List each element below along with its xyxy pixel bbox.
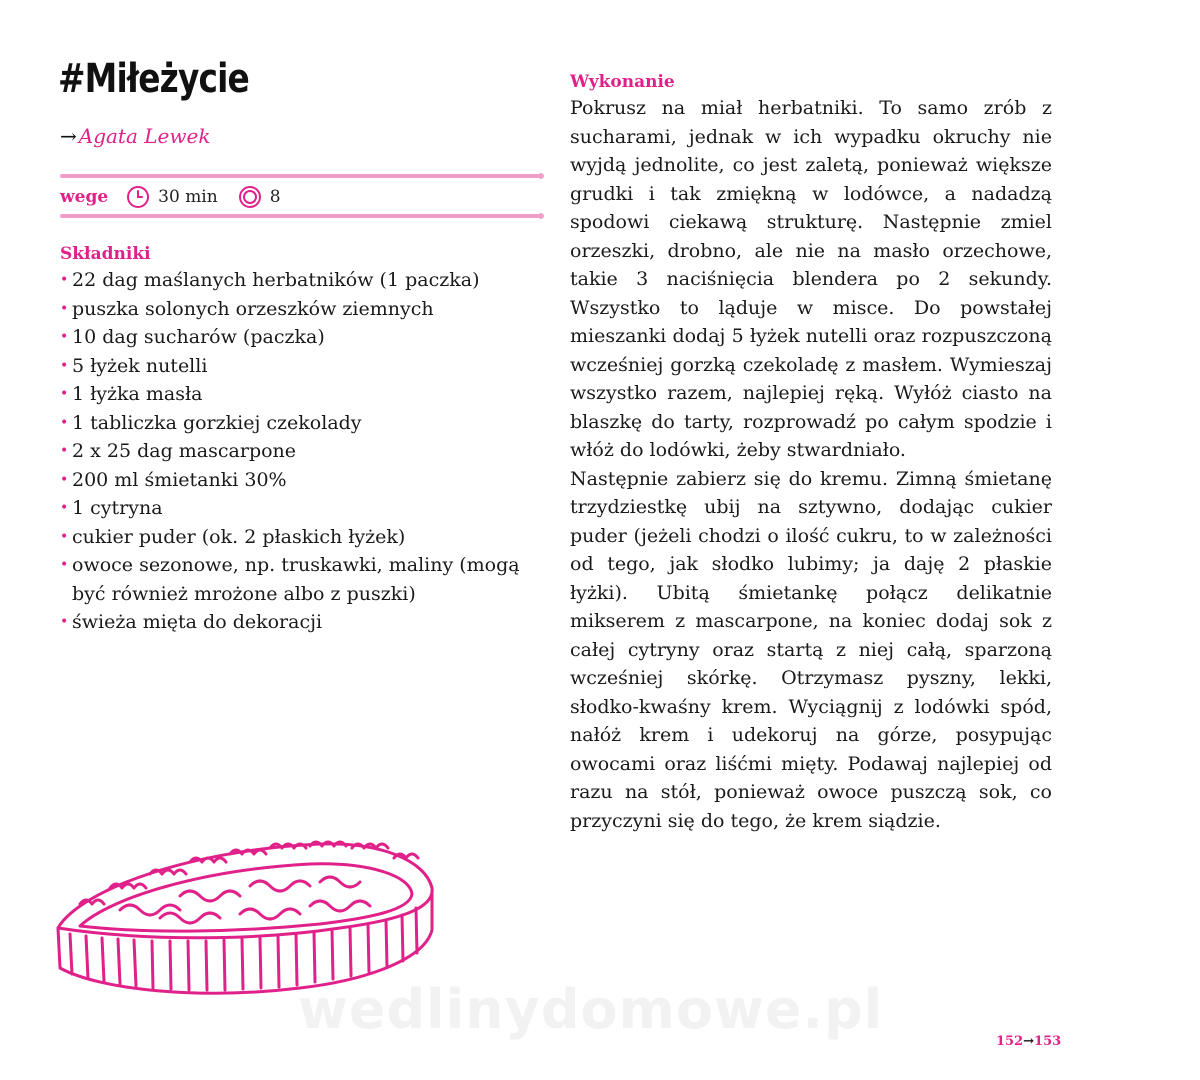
ingredient-item: • 5 łyżek nutelli <box>60 352 550 381</box>
recipe-title: #Miłeżycie <box>58 56 249 102</box>
ingredients-list <box>60 266 550 637</box>
author-line <box>60 124 210 148</box>
ingredient-item: • cukier puder (ok. 2 płaskich łyżek) <box>60 523 550 552</box>
author-name: Agata Lewek <box>78 124 211 148</box>
page-right: 153 <box>1034 1034 1062 1049</box>
page-numbers <box>996 1034 1061 1049</box>
prep-time: 30 min <box>158 187 218 207</box>
method-paragraph: Następnie zabierz się do kremu. Zimną śmietanę trzydziestkę ubij na sztywno, dodając cukier puder (jeżeli chodzi o ilość cukru, to w zależności od tego, jak słodko lubimy; ja daję 2 płaskie łyżki). Ubitą śmietankę połącz delikatnie mikserem z mascarpone, na koniec dodaj sok z całej cytryny oraz startą z niej całą, sparzoną wcześniej skórkę. Otrzymasz pyszny, lekki, słodko-kwaśny krem. Wyciągnij z lodówki spód, nałóż krem i udekoruj na górze, posypując owocami oraz liśćmi mięty. Podawaj najlepiej od razu na stół, ponieważ owoce puszczą sok, co przyczyni się do tego, że krem siądzie. <box>570 467 1052 832</box>
bottom-divider <box>60 214 540 218</box>
diet-tag: wege <box>60 187 109 207</box>
method-text <box>570 94 1052 835</box>
watermark: wedlinydomowe.pl <box>298 978 884 1041</box>
ingredients-heading: Składniki <box>60 244 151 264</box>
ingredient-item: • świeża mięta do dekoracji <box>60 608 550 637</box>
ingredient-item: • 200 ml śmietanki 30% <box>60 466 550 495</box>
ingredient-item: • 10 dag sucharów (paczka) <box>60 323 550 352</box>
servings-circle-icon <box>238 185 262 209</box>
ingredient-item: • owoce sezonowe, np. truskawki, maliny (mogą być również mrożone albo z puszki) <box>60 551 550 608</box>
ingredient-item: • 1 cytryna <box>60 494 550 523</box>
page-left: 152 <box>996 1034 1024 1049</box>
top-divider <box>60 174 540 178</box>
ingredient-item: • 1 łyżka masła <box>60 380 550 409</box>
recipe-meta <box>60 182 301 212</box>
author-arrow: → <box>60 124 77 148</box>
ingredient-item: • puszka solonych orzeszków ziemnych <box>60 295 550 324</box>
servings-count: 8 <box>269 187 281 207</box>
ingredient-item: • 22 dag maślanych herbatników (1 paczka) <box>60 266 550 295</box>
method-paragraph: Pokrusz na miał herbatniki. To samo zrób z sucharami, jednak w ich wypadku okruchy nie wyjdą jednolite, co jest zaletą, ponieważ większe grudki i tak zmiękną w lodówce, a nadadzą spodowi ciekawą strukturę. Następnie zmiel orzeszki, drobno, ale nie na masło orzechowe, takie 3 naciśnięcia blendera po 2 sekundy. Wszystko to ląduje w misce. Do powstałej mieszanki dodaj 5 łyżek nutelli oraz rozpuszczoną wcześniej gorzką czekoladę z masłem. Wymieszaj wszystko razem, najlepiej ręką. Wyłóż ciasto na blaszkę do tarty, rozprowadź po całym spodzie i włóż do lodówki, żeby stwardniało. <box>570 97 1052 461</box>
ingredient-item: • 1 tabliczka gorzkiej czekolady <box>60 409 550 438</box>
ingredient-item: • 2 x 25 dag mascarpone <box>60 437 550 466</box>
clock-icon <box>126 185 150 209</box>
method-heading: Wykonanie <box>570 72 675 92</box>
page-arrow: → <box>1023 1034 1035 1049</box>
